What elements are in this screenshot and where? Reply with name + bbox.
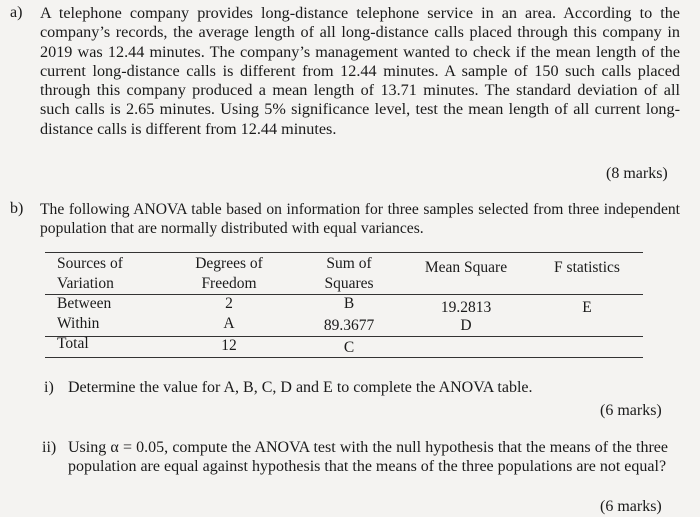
row-total-source: Total bbox=[57, 335, 89, 352]
row-between-df: 2 bbox=[225, 295, 233, 312]
row-total-df: 12 bbox=[221, 337, 237, 354]
part-a-text: A telephone company provides long-distance telephone service in an area. According to the company’s records, the average length of all long-distance calls placed through this company in 2019 was 12.44 minutes. The company’s management wanted to check if the mean length of the current long-distance calls is different from 12.44 minutes. A sample of 150 such calls placed through this company produced a mean length of 13.71 minutes. The standard deviation of all such calls is 2.65 minutes. Using 5% significance level, test the mean length of all current long-distance calls is different from 12.44 minutes. bbox=[40, 4, 680, 138]
header-ms: Mean Square bbox=[424, 259, 508, 276]
table-top-rule bbox=[45, 252, 643, 253]
sub-ii-label: ii) bbox=[42, 439, 57, 456]
header-df: Degrees of bbox=[195, 255, 263, 272]
header-ss-line2: Squares bbox=[324, 275, 374, 292]
row-between-f: E bbox=[582, 299, 592, 316]
sub-i-label: i) bbox=[44, 379, 54, 396]
sub-i-marks: (6 marks) bbox=[600, 402, 662, 419]
part-a-marks: (8 marks) bbox=[606, 165, 668, 182]
part-b-label: b) bbox=[10, 200, 24, 217]
sub-i-text: Determine the value for A, B, C, D and E to complete the ANOVA table. bbox=[68, 379, 533, 396]
header-f: F statistics bbox=[554, 259, 620, 276]
row-between-ss: B bbox=[343, 295, 355, 312]
row-within-df: A bbox=[223, 315, 235, 332]
row-total-ss: C bbox=[343, 339, 355, 356]
part-a-label: a) bbox=[10, 4, 23, 21]
sub-ii-text: Using α = 0.05, compute the ANOVA test with the null hypothesis that the means of the three population are equal against hypothesis that the means of the three populations are not equal? bbox=[68, 439, 668, 476]
row-within-source: Within bbox=[57, 315, 100, 332]
header-sources: Sources of bbox=[57, 255, 123, 272]
row-between-source: Between bbox=[57, 295, 112, 312]
part-b-text: The following ANOVA table based on information for three samples selected from three independent population that are normally distributed with equal variances. bbox=[40, 201, 680, 238]
header-sources-line2: Variation bbox=[57, 275, 114, 292]
table-within-rule bbox=[45, 336, 643, 337]
row-within-ss: 89.3677 bbox=[323, 317, 375, 334]
header-df-line2: Freedom bbox=[201, 275, 257, 292]
header-ss: Sum of bbox=[326, 255, 372, 272]
row-within-ms: D bbox=[460, 317, 472, 334]
row-between-ms: 19.2813 bbox=[440, 299, 492, 316]
table-bottom-rule bbox=[45, 357, 643, 358]
sub-ii-marks: (6 marks) bbox=[600, 498, 662, 515]
